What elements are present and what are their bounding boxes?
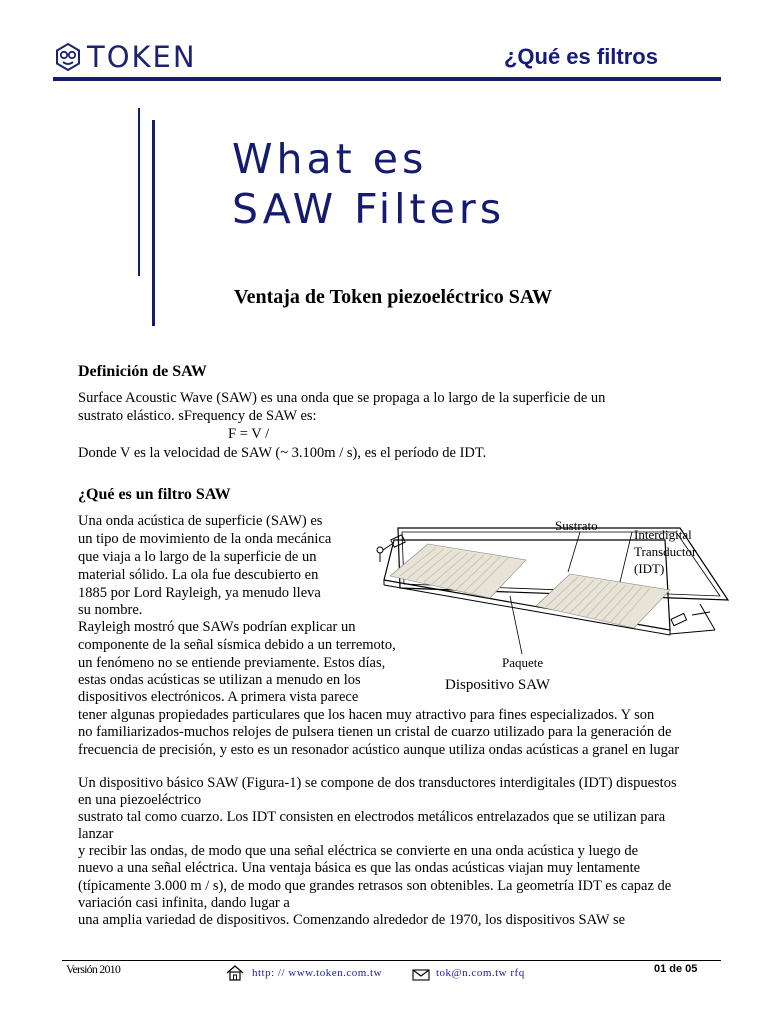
label-idt (634, 526, 696, 577)
input-terminal (377, 547, 383, 553)
footer-version: Versión 2010 (66, 962, 121, 976)
label-substrate: Sustrato (555, 518, 598, 533)
text-line: en una piezoeléctrico (78, 792, 202, 808)
text-line: un tipo de movimiento de la onda mecánica (78, 531, 332, 547)
text-line: un fenómeno no se entiende previamente. Estos días, (78, 655, 386, 671)
label-idt-line-2: Transductor (634, 544, 697, 559)
text-line: Donde V es la velocidad de SAW (~ 3.100m / s), es el período de IDT. (78, 445, 487, 461)
text-line: su nombre. (78, 602, 143, 618)
footer-website-link[interactable]: http: // www.token.com.tw (252, 967, 383, 979)
text-line: componente de la señal sísmica debido a un terremoto, (78, 637, 396, 653)
text-line: Un dispositivo básico SAW (Figura-1) se compone de dos transductores interdigitales (IDT) dispuestos (78, 775, 677, 791)
text-line: nuevo a una señal eléctrica. Una ventaja básica es que las ondas acústicas viajan muy lentamente (78, 860, 641, 876)
decorative-bar-right (152, 120, 155, 326)
home-icon (226, 965, 244, 986)
label-package: Paquete (502, 655, 544, 670)
token-logo (53, 40, 197, 74)
figure-caption: Dispositivo SAW (445, 677, 551, 693)
text-line: sustrato tal como cuarzo. Los IDT consisten en electrodos metálicos entrelazados que se utilizan para (78, 809, 666, 825)
text-line: frecuencia de precisión, y esto es un resonador acústico aunque utiliza ondas acústicas a granel en lugar (78, 742, 680, 758)
leader-package (510, 596, 522, 654)
label-idt-line-3: (IDT) (634, 561, 665, 576)
logo-text: TOKEN (87, 40, 197, 74)
footer-rule (62, 960, 721, 961)
text-line: y recibir las ondas, de modo que una señal eléctrica se convierte en una onda acústica y luego de (78, 843, 639, 859)
page-number: 01 de 05 (654, 963, 698, 975)
email-icon (412, 968, 430, 986)
text-line: no familiarizados-muchos relojes de pulsera tienen un cristal de cuarzo utilizado para la generación de (78, 724, 672, 740)
leader-substrate (568, 532, 580, 572)
formula-line: F = V / (228, 426, 270, 442)
text-line: sustrato elástico. sFrequency de SAW es: (78, 408, 317, 424)
page-title-line-1: What es (232, 135, 428, 183)
text-line: dispositivos electrónicos. A primera vista parece (78, 689, 359, 705)
header-title: ¿Qué es filtros (503, 44, 658, 69)
text-line: una amplia variedad de dispositivos. Comenzando alrededor de 1970, los dispositivos SAW se (78, 912, 626, 928)
token-logo-icon (53, 42, 83, 72)
footer-email-link[interactable]: tok@n.com.tw rfq (436, 967, 525, 979)
output-connector (671, 613, 687, 625)
text-line: variación casi infinita, dando lugar a (78, 895, 290, 911)
page-title (232, 134, 505, 234)
text-line: Rayleigh mostró que SAWs podrían explicar un (78, 619, 356, 635)
header-rule (53, 77, 721, 81)
page-subtitle: Ventaja de Token piezoeléctrico SAW (234, 286, 553, 308)
page-title-line-2: SAW Filters (232, 185, 506, 233)
text-line: estas ondas acústicas se utilizan a menudo en los (78, 672, 361, 688)
text-line: lanzar (78, 826, 114, 842)
text-line: (típicamente 3.000 m / s), de modo que grandes retrasos son obtenibles. La geometría IDT es capaz de (78, 878, 672, 894)
saw-device-diagram (370, 510, 760, 700)
text-line: tener algunas propiedades particulares que los hacen muy atractivo para fines especializados. Y son (78, 707, 655, 723)
text-line: Surface Acoustic Wave (SAW) es una onda que se propaga a lo largo de la superficie de un (78, 390, 606, 406)
text-line: 1885 por Lord Rayleigh, ya menudo lleva (78, 585, 321, 601)
decorative-bar-left (138, 108, 140, 276)
text-line: material sólido. La ola fue descubierto en (78, 567, 319, 583)
section-heading-definition: Definición de SAW (78, 363, 207, 380)
text-line: que viaja a lo largo de la superficie de un (78, 549, 317, 565)
label-idt-line-1: Interdigital (634, 527, 692, 542)
text-line: Una onda acústica de superficie (SAW) es (78, 513, 323, 529)
section-heading-saw-filter: ¿Qué es un filtro SAW (78, 486, 231, 503)
